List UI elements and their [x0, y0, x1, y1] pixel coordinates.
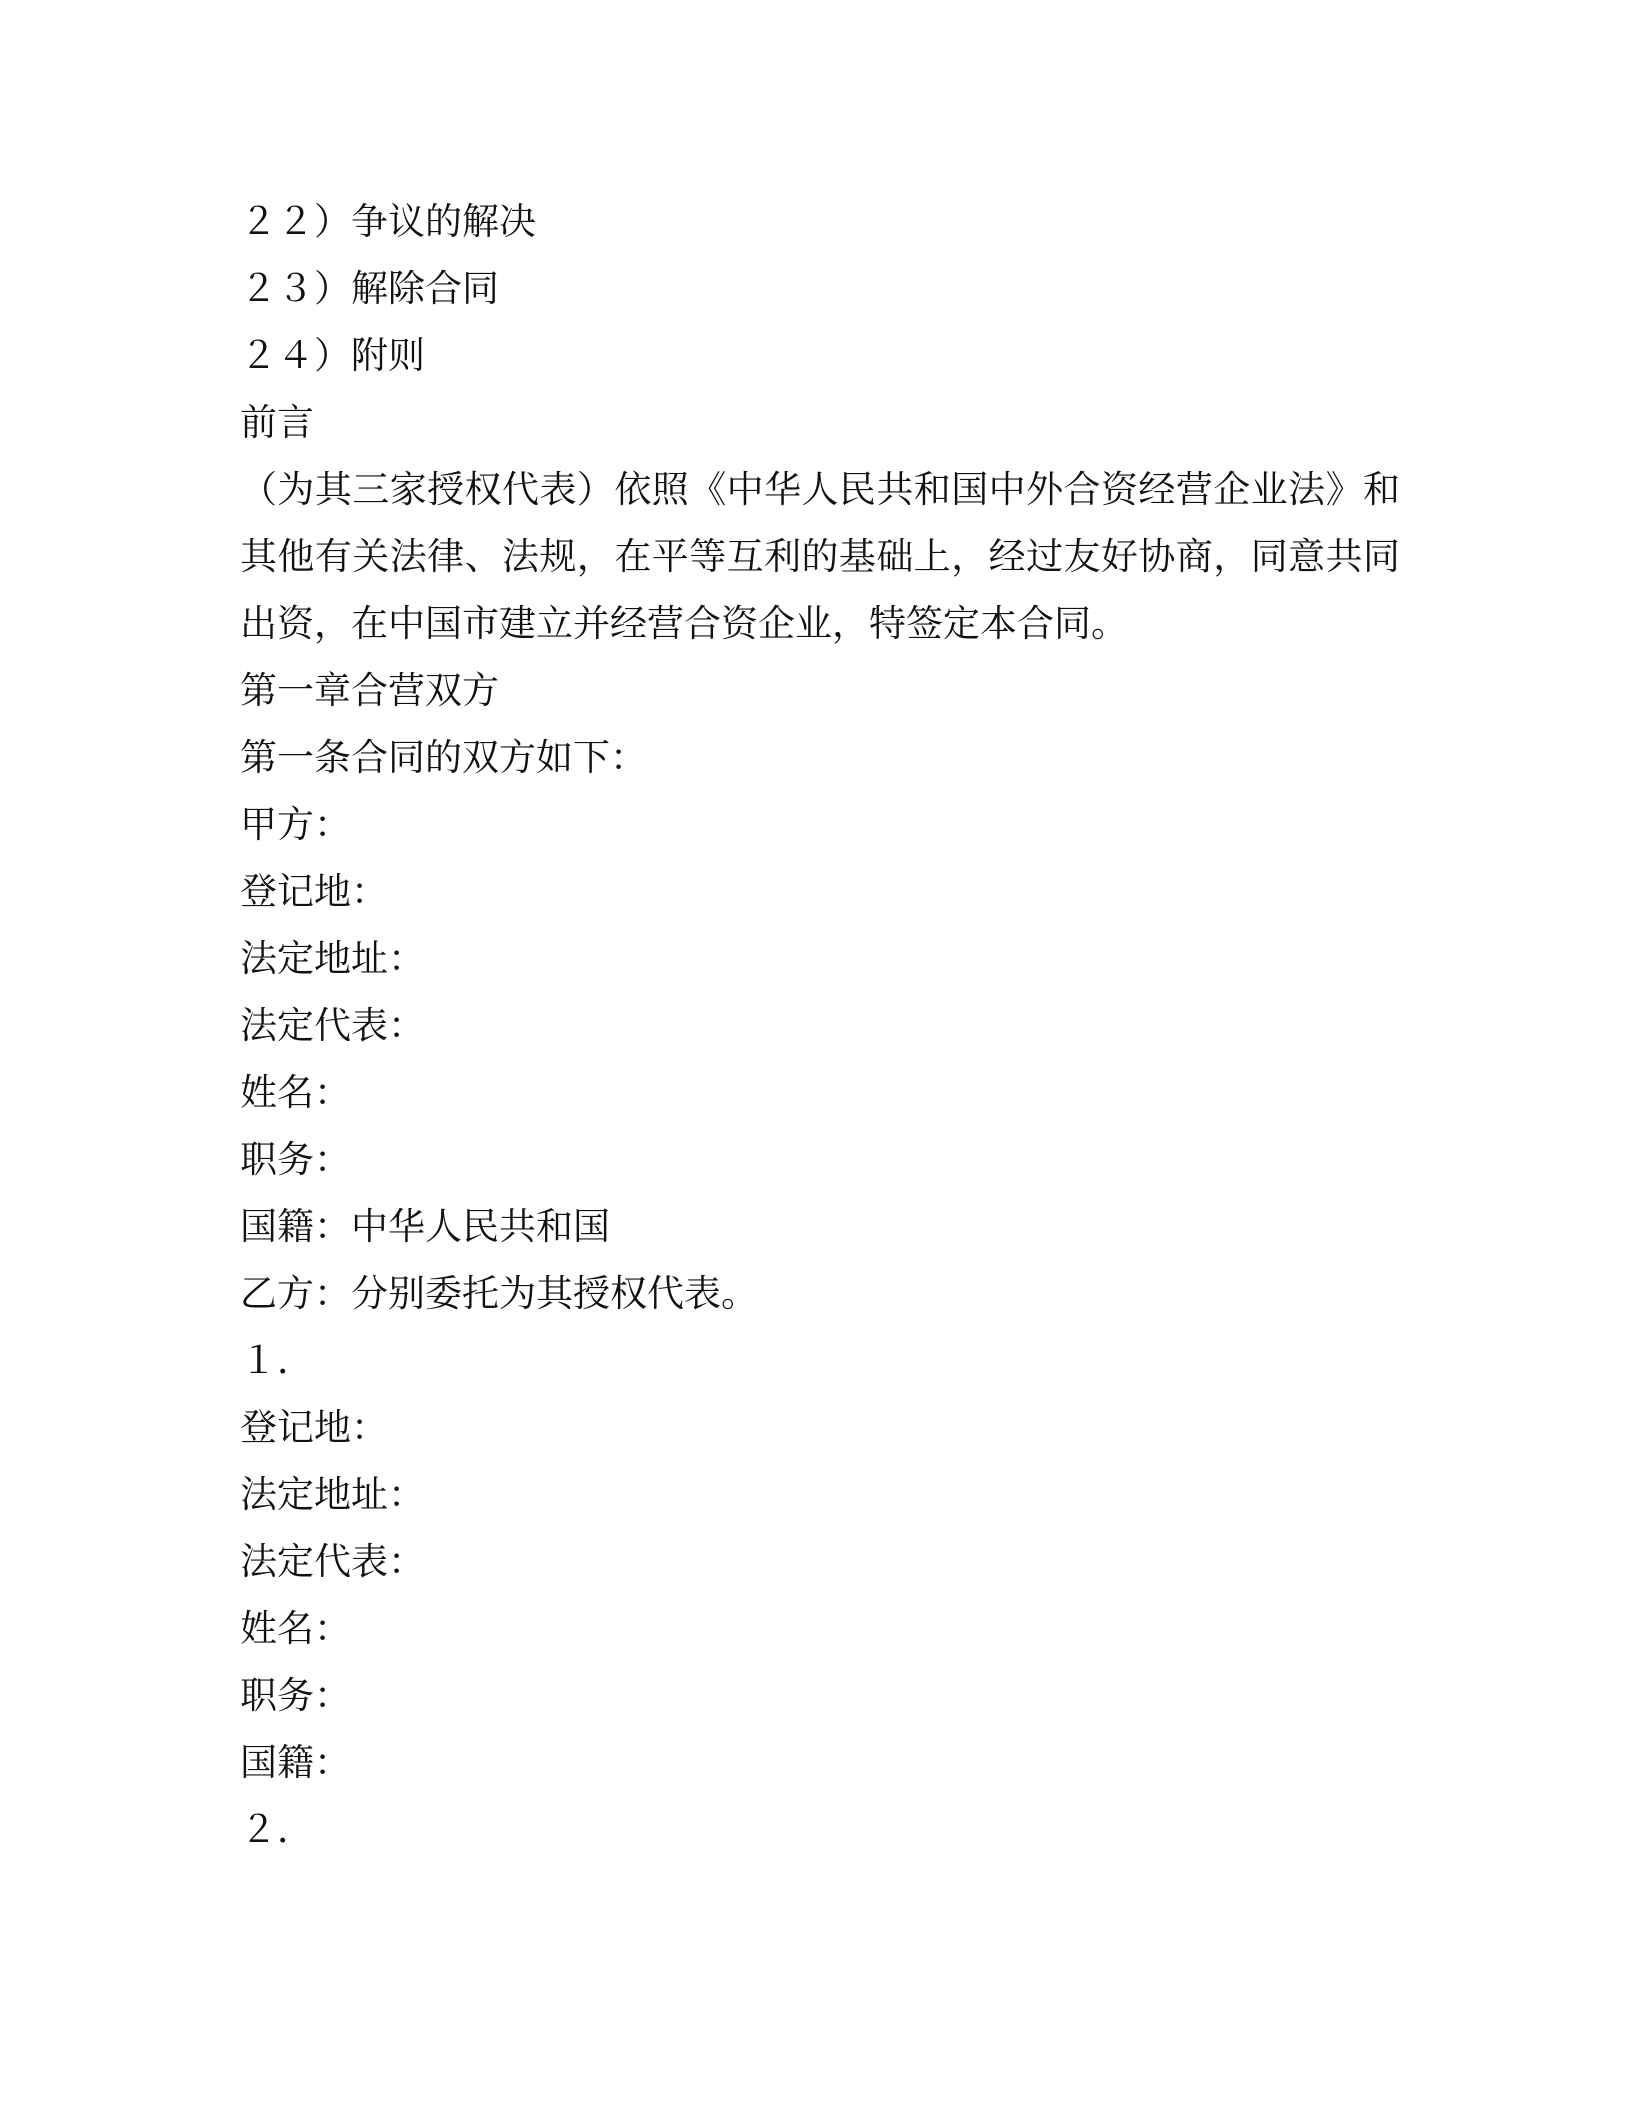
article-heading: 第一条合同的双方如下：	[240, 736, 647, 779]
party-a-legal-representative: 法定代表：	[240, 1004, 425, 1047]
toc-item-appendix: ２４）附则	[240, 334, 425, 377]
party-a-name: 姓名：	[240, 1071, 351, 1114]
preface-paragraph: （为其三家授权代表）依照《中华人民共和国中外合资经营企业法》和其他有关法律、法规，在平等互利的基础上，经过友好协商，同意共同出资，在中国市建立并经营合资企业，特签定本合同。	[240, 468, 1400, 645]
preface-heading: 前言	[240, 401, 314, 444]
party-a-registration: 登记地：	[240, 870, 388, 913]
party-b1-registration: 登记地：	[240, 1406, 388, 1449]
chapter-heading: 第一章合营双方	[240, 669, 499, 712]
party-b1-name: 姓名：	[240, 1607, 351, 1650]
party-b-item-2: ２．	[240, 1808, 314, 1851]
party-b1-position: 职务：	[240, 1674, 351, 1717]
party-b1-legal-address: 法定地址：	[240, 1473, 425, 1516]
toc-item-termination: ２３）解除合同	[240, 267, 499, 310]
party-a-nationality: 国籍：中华人民共和国	[240, 1205, 610, 1248]
party-a-position: 职务：	[240, 1138, 351, 1181]
toc-item-dispute-resolution: ２２）争议的解决	[240, 200, 536, 243]
party-b1-nationality: 国籍：	[240, 1741, 351, 1784]
party-b-label: 乙方：分别委托为其授权代表。	[240, 1272, 758, 1315]
party-a-label: 甲方：	[240, 803, 351, 846]
party-a-legal-address: 法定地址：	[240, 937, 425, 980]
document-body	[240, 188, 1400, 1863]
party-b1-legal-representative: 法定代表：	[240, 1540, 425, 1583]
party-b-item-1: １．	[240, 1339, 314, 1382]
